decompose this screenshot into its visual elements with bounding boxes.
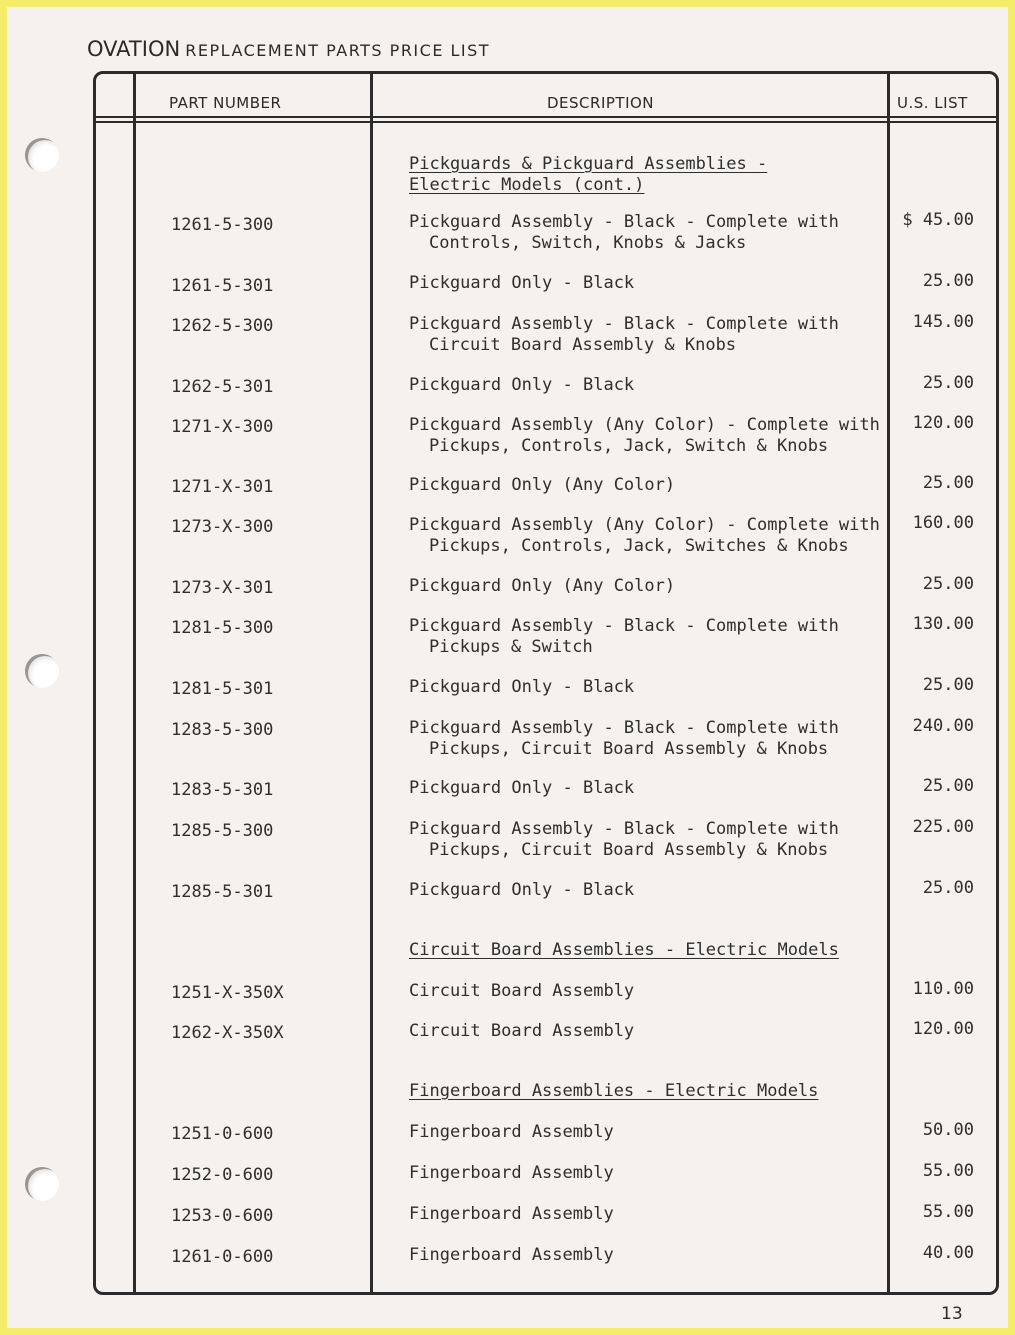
description: Fingerboard Assembly xyxy=(409,1122,614,1142)
price: 25.00 xyxy=(922,271,974,291)
page-title xyxy=(87,37,490,61)
part-number: 1253-0-600 xyxy=(171,1206,274,1226)
part-number: 1261-5-301 xyxy=(171,276,274,296)
description: Pickguard Only - Black xyxy=(409,273,635,293)
price: 50.00 xyxy=(922,1120,974,1140)
price-table xyxy=(93,71,999,1295)
price: $ 45.00 xyxy=(902,210,974,230)
description: Fingerboard Assembly xyxy=(409,1163,614,1183)
price: 40.00 xyxy=(922,1243,974,1263)
title-text: REPLACEMENT PARTS PRICE LIST xyxy=(185,41,491,60)
price: 240.00 xyxy=(912,716,974,736)
description: Pickguard Only - Black xyxy=(409,880,635,900)
column-header-description: DESCRIPTION xyxy=(547,94,655,112)
price: 25.00 xyxy=(922,776,974,796)
column-header-price: U.S. LIST xyxy=(897,94,968,112)
price: 110.00 xyxy=(912,979,974,999)
description: Pickguard Only - Black xyxy=(409,375,635,395)
description: Pickguard Assembly - Black - Complete with Controls, Switch, Knobs & Jacks xyxy=(409,212,839,253)
description: Pickguard Only - Black xyxy=(409,677,635,697)
section-heading: Fingerboard Assemblies - Electric Models xyxy=(409,1081,819,1101)
description: Pickguard Assembly (Any Color) - Complete with Pickups, Controls, Jack, Switch & Knobs xyxy=(409,415,880,456)
binder-hole xyxy=(25,138,59,172)
part-number: 1262-X-350X xyxy=(171,1023,284,1043)
part-number: 1285-5-300 xyxy=(171,821,274,841)
description: Fingerboard Assembly xyxy=(409,1204,614,1224)
description: Fingerboard Assembly xyxy=(409,1245,614,1265)
part-number: 1261-5-300 xyxy=(171,215,274,235)
price: 160.00 xyxy=(912,513,974,533)
description: Pickguard Only (Any Color) xyxy=(409,475,676,495)
description: Circuit Board Assembly xyxy=(409,981,635,1001)
part-number: 1262-5-301 xyxy=(171,377,274,397)
price: 25.00 xyxy=(922,878,974,898)
part-number: 1283-5-301 xyxy=(171,780,274,800)
section-heading: Pickguards & Pickguard Assemblies - Electric Models (cont.) xyxy=(409,154,768,195)
brand-name: OVATION xyxy=(87,37,181,61)
binder-hole xyxy=(25,1167,59,1201)
part-number: 1271-X-301 xyxy=(171,477,274,497)
description: Pickguard Assembly - Black - Complete with Circuit Board Assembly & Knobs xyxy=(409,314,839,355)
price: 55.00 xyxy=(922,1161,974,1181)
column-divider xyxy=(887,74,890,1292)
description: Pickguard Assembly - Black - Complete with Pickups & Switch xyxy=(409,616,839,657)
description: Circuit Board Assembly xyxy=(409,1021,635,1041)
description: Pickguard Only - Black xyxy=(409,778,635,798)
header-rule xyxy=(96,116,996,118)
price: 145.00 xyxy=(912,312,974,332)
part-number: 1262-5-300 xyxy=(171,316,274,336)
part-number: 1273-X-301 xyxy=(171,578,274,598)
document-page xyxy=(7,7,1008,1328)
price: 120.00 xyxy=(912,413,974,433)
binder-hole xyxy=(25,654,59,688)
part-number: 1273-X-300 xyxy=(171,517,274,537)
column-divider xyxy=(370,74,373,1292)
section-heading: Circuit Board Assemblies - Electric Models xyxy=(409,940,839,960)
price: 120.00 xyxy=(912,1019,974,1039)
price: 225.00 xyxy=(912,817,974,837)
part-number: 1285-5-301 xyxy=(171,882,274,902)
column-divider xyxy=(133,74,136,1292)
price: 55.00 xyxy=(922,1202,974,1222)
part-number: 1271-X-300 xyxy=(171,417,274,437)
price: 25.00 xyxy=(922,675,974,695)
part-number: 1261-0-600 xyxy=(171,1247,274,1267)
page-number: 13 xyxy=(941,1304,963,1324)
description: Pickguard Assembly - Black - Complete with Pickups, Circuit Board Assembly & Knobs xyxy=(409,819,839,860)
price: 130.00 xyxy=(912,614,974,634)
description: Pickguard Only (Any Color) xyxy=(409,576,676,596)
part-number: 1283-5-300 xyxy=(171,720,274,740)
price: 25.00 xyxy=(922,473,974,493)
part-number: 1252-0-600 xyxy=(171,1165,274,1185)
part-number: 1251-0-600 xyxy=(171,1124,274,1144)
part-number: 1251-X-350X xyxy=(171,983,284,1003)
description: Pickguard Assembly (Any Color) - Complete with Pickups, Controls, Jack, Switches & Knobs xyxy=(409,515,880,556)
price: 25.00 xyxy=(922,574,974,594)
column-header-part-number: PART NUMBER xyxy=(169,94,282,112)
part-number: 1281-5-300 xyxy=(171,618,274,638)
price: 25.00 xyxy=(922,373,974,393)
part-number: 1281-5-301 xyxy=(171,679,274,699)
header-rule xyxy=(96,121,996,123)
description: Pickguard Assembly - Black - Complete with Pickups, Circuit Board Assembly & Knobs xyxy=(409,718,839,759)
